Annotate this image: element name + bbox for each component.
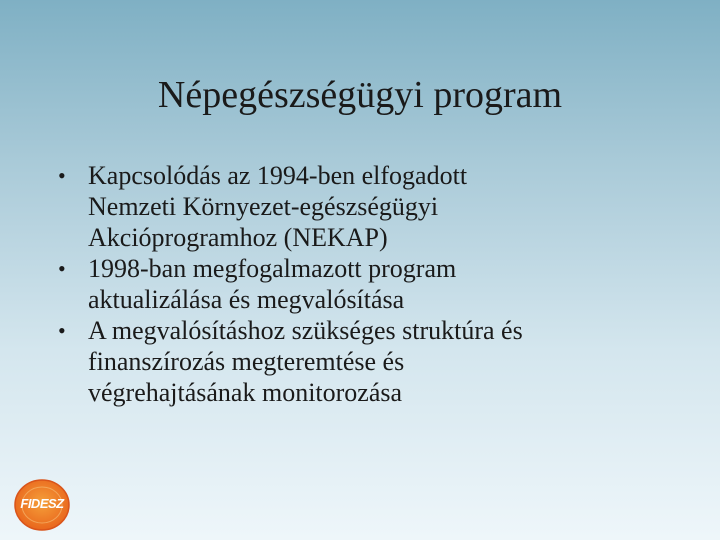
fidesz-logo-icon — [13, 478, 71, 532]
bullet-line: végrehajtásának monitorozása — [88, 378, 403, 407]
slide-title: Népegészségügyi program — [157, 74, 563, 116]
bullet-line: Akcióprogramhoz (NEKAP) — [88, 223, 388, 252]
bullet-item — [58, 253, 658, 315]
bullet-line: finanszírozás megteremtése és — [88, 347, 405, 376]
bullet-line: Kapcsolódás az 1994-ben elfogadott — [88, 161, 468, 190]
logo-text: FIDESZ — [20, 496, 64, 511]
bullet-line: aktualizálása és megvalósítása — [88, 285, 405, 314]
bullet-marker: • — [58, 318, 66, 343]
bullet-line: 1998-ban megfogalmazott program — [88, 254, 457, 283]
bullet-item — [58, 315, 658, 408]
bullet-marker: • — [58, 256, 66, 281]
bullet-line: Nemzeti Környezet-egészségügyi — [88, 192, 439, 221]
bullet-item — [58, 160, 658, 253]
bullet-line: A megvalósításhoz szükséges struktúra és — [88, 316, 523, 345]
bullet-marker: • — [58, 163, 66, 188]
bullet-list — [58, 160, 658, 408]
